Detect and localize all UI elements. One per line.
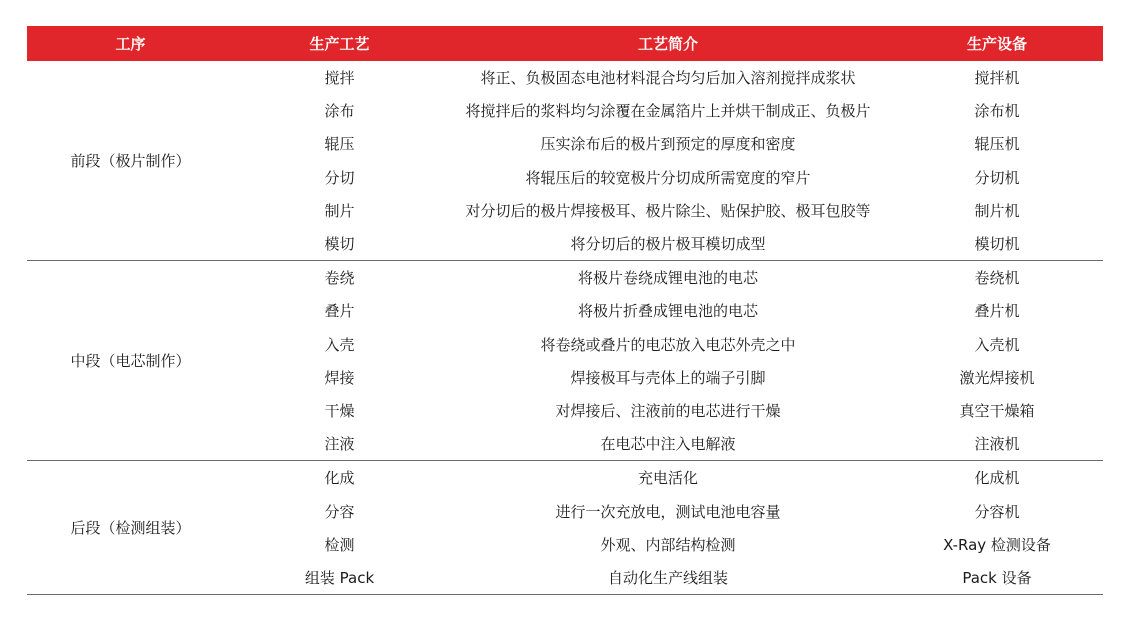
- description-cell: 对焊接后、注液前的电芯进行干燥: [555, 401, 781, 420]
- process-cell: 制片: [324, 201, 355, 220]
- process-cell: 焊接: [324, 368, 355, 387]
- description-cell: 对分切后的极片焊接极耳、极片除尘、贴保护胶、极耳包胶等: [465, 201, 871, 220]
- description-cell: 将正、负极固态电池材料混合均匀后加入溶剂搅拌成浆状: [480, 69, 856, 88]
- process-cell: 辊压: [324, 135, 355, 154]
- equipment-cell: 涂布机: [974, 102, 1020, 121]
- equipment-cell: X-Ray 检测设备: [943, 535, 1051, 554]
- process-cell: 检测: [324, 535, 355, 554]
- description-cell: 在电芯中注入电解液: [445, 427, 891, 461]
- process-cell: 卷绕: [324, 269, 355, 288]
- header-phase: 工序: [27, 26, 234, 61]
- description-cell: 焊接极耳与壳体上的端子引脚: [570, 368, 766, 387]
- equipment-cell: 入壳机: [974, 335, 1020, 354]
- table-row: [27, 461, 1103, 495]
- description-cell: 压实涂布后的极片到预定的厚度和密度: [540, 135, 796, 154]
- process-cell: 入壳: [324, 335, 355, 354]
- table-header: [27, 26, 1103, 61]
- equipment-cell: 真空干燥箱: [959, 401, 1035, 420]
- process-cell: 化成: [324, 469, 355, 488]
- header-equipment: 生产设备: [891, 26, 1103, 61]
- phase-cell: 前段（极片制作）: [27, 61, 234, 261]
- process-cell: 模切: [234, 227, 445, 261]
- equipment-cell: 搅拌机: [974, 69, 1020, 88]
- equipment-cell: 叠片机: [974, 302, 1020, 321]
- process-cell: 分切: [324, 168, 355, 187]
- equipment-cell: 辊压机: [974, 135, 1020, 154]
- description-cell: 外观、内部结构检测: [600, 535, 736, 554]
- equipment-cell: 分切机: [974, 168, 1020, 187]
- description-cell: 将分切后的极片极耳模切成型: [445, 227, 891, 261]
- equipment-cell: 模切机: [891, 227, 1103, 261]
- header-row: [27, 26, 1103, 61]
- description-cell: 将搅拌后的浆料均匀涂覆在金属箔片上并烘干制成正、负极片: [465, 102, 871, 121]
- phase-cell: 后段（检测组装）: [27, 461, 234, 595]
- process-cell: 搅拌: [324, 69, 355, 88]
- header-description: 工艺简介: [445, 26, 891, 61]
- table-row: [27, 261, 1103, 295]
- description-cell: 将辊压后的较宽极片分切成所需宽度的窄片: [525, 168, 811, 187]
- header-process: 生产工艺: [234, 26, 445, 61]
- description-cell: 将极片折叠成锂电池的电芯: [577, 302, 758, 321]
- description-cell: 自动化生产线组装: [445, 561, 891, 595]
- equipment-cell: 化成机: [974, 469, 1020, 488]
- equipment-cell: 激光焊接机: [959, 368, 1035, 387]
- process-table-container: [27, 26, 1103, 595]
- table-row: [27, 61, 1103, 94]
- process-cell: 注液: [234, 427, 445, 461]
- process-cell: 组装 Pack: [234, 561, 445, 595]
- description-cell: 将极片卷绕成锂电池的电芯: [577, 269, 758, 288]
- equipment-cell: 卷绕机: [974, 269, 1020, 288]
- phase-cell: 中段（电芯制作）: [27, 261, 234, 461]
- process-cell: 干燥: [324, 401, 355, 420]
- equipment-cell: Pack 设备: [891, 561, 1103, 595]
- process-cell: 叠片: [324, 302, 355, 321]
- table-body: [27, 61, 1103, 595]
- process-cell: 涂布: [324, 102, 355, 121]
- equipment-cell: 注液机: [891, 427, 1103, 461]
- battery-process-table: [27, 26, 1103, 595]
- process-cell: 分容: [324, 502, 355, 521]
- description-cell: 充电活化: [637, 469, 698, 488]
- description-cell: 进行一次充放电，测试电池电容量: [555, 502, 781, 521]
- equipment-cell: 分容机: [974, 502, 1020, 521]
- description-cell: 将卷绕或叠片的电芯放入电芯外壳之中: [540, 335, 796, 354]
- equipment-cell: 制片机: [974, 201, 1020, 220]
